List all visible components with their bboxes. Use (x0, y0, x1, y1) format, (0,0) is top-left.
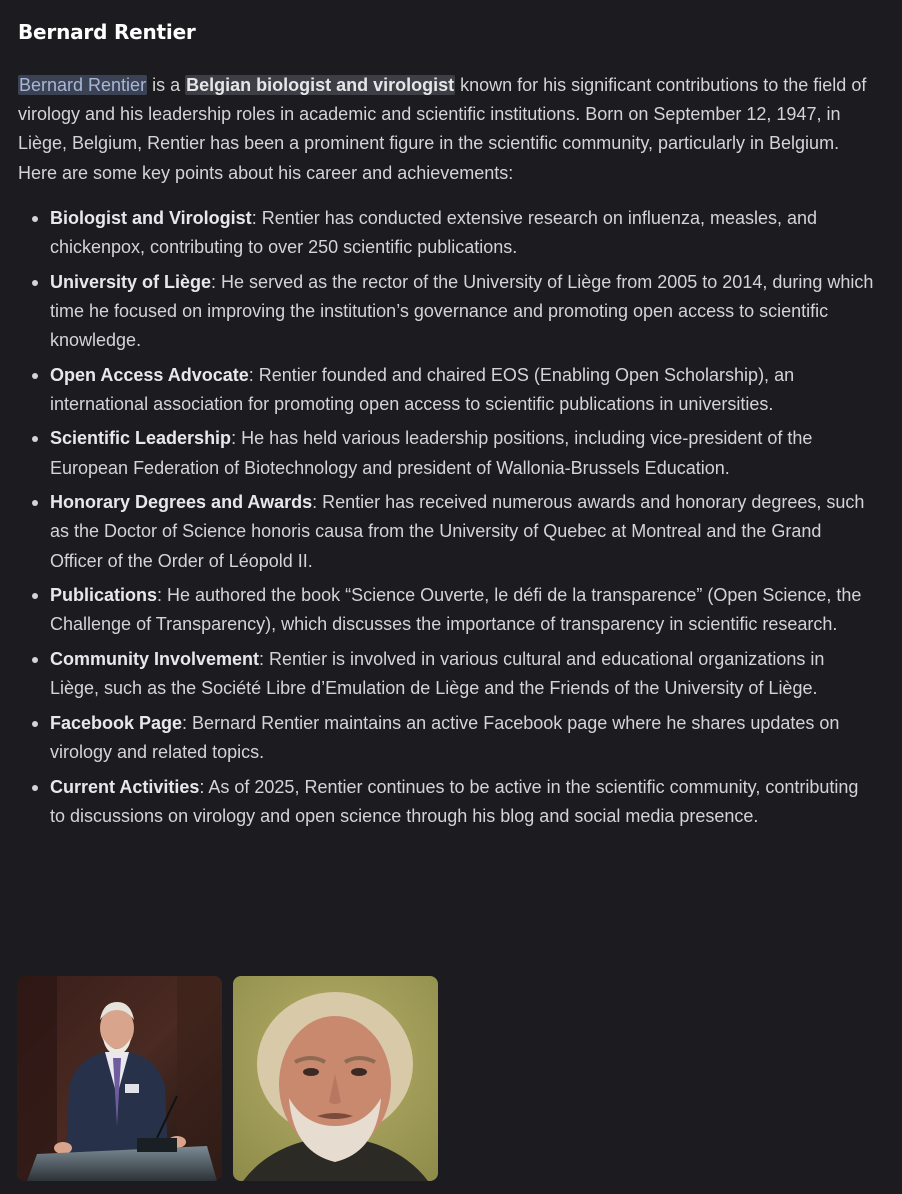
list-item (18, 488, 874, 576)
point-text: : Rentier has conducted extensive research on influenza, measles, and chickenpox, contributing to over 250 scientific publications. (50, 207, 818, 258)
list-item (18, 645, 874, 703)
point-label: Honorary Degrees and Awards (50, 492, 313, 513)
point-text: : He authored the book “Science Ouverte, le défi de la transparence” (Open Science, the Challenge of Transparency), which discusses the importance of transparency in scientific research. (50, 585, 862, 635)
bullet-icon (32, 373, 38, 379)
list-item (18, 773, 874, 831)
list-item (18, 709, 874, 767)
point-text: : Rentier founded and chaired EOS (Enabling Open Scholarship), an international association for promoting open access to scientific publications in universities. (50, 364, 795, 414)
photo-speaker-at-podium[interactable] (17, 976, 222, 1181)
portrait-photo-illustration (233, 976, 438, 1181)
bullet-icon (32, 280, 38, 286)
answer-content (18, 14, 874, 836)
page-title: Bernard Rentier (18, 20, 196, 44)
list-item (18, 581, 874, 639)
photo-portrait[interactable] (233, 976, 438, 1181)
point-text: : Rentier is involved in various cultural and educational organizations in Liège, such as the Société Libre d’Emulation de Liège and the Friends of the University of Liège. (50, 649, 825, 699)
bullet-icon (32, 216, 38, 222)
key-points-list (18, 204, 874, 831)
bullet-icon (32, 657, 38, 663)
bullet-icon (32, 785, 38, 791)
bullet-icon (32, 500, 38, 506)
intro-text-1: is a (147, 75, 186, 95)
image-gallery (17, 976, 438, 1181)
point-label: Facebook Page (50, 712, 183, 733)
point-label: Community Involvement (50, 649, 260, 669)
bullet-icon (32, 593, 38, 599)
speaker-photo-illustration (17, 976, 222, 1181)
point-label: Publications (50, 585, 158, 606)
point-text: : He has held various leadership positions, including vice-president of the European Federation of Biotechnology and president of Wallonia-Brussels Education. (50, 428, 813, 478)
list-item (18, 204, 874, 262)
point-text: : As of 2025, Rentier continues to be active in the scientific community, contributing to discussions on virology and open science through his blog and social media presence. (50, 776, 859, 826)
point-label: Open Access Advocate (50, 364, 249, 385)
bullet-icon (32, 436, 38, 442)
role-highlight: Belgian biologist and virologist (186, 75, 455, 95)
intro-text-2: known for his significant contributions to the field of virology and his leadership roles in academic and scientific institutions. Born on September 12, 1947, in Liège, Belgium, Rentier has been a prominent figure in the scientific community, particularly in Belgium. Here are some key points about his career and achievements: (18, 75, 867, 183)
point-label: University of Liège (50, 271, 212, 292)
list-item (18, 268, 874, 356)
bullet-icon (32, 721, 38, 727)
point-label: Current Activities (50, 776, 200, 797)
point-text: : Rentier has received numerous awards and honorary degrees, such as the Doctor of Science honoris causa from the University of Quebec at Montreal and the Grand Officer of the Order of Léopold II. (50, 492, 865, 571)
list-item (18, 361, 874, 419)
list-item (18, 424, 874, 482)
point-text: : He served as the rector of the University of Liège from 2005 to 2014, during which time he focused on improving the institution’s governance and promoting open access to scientific knowledge. (50, 271, 874, 351)
point-label: Biologist and Virologist (50, 207, 252, 228)
point-text: : Bernard Rentier maintains an active Facebook page where he shares updates on virology and related topics. (50, 712, 840, 762)
point-label: Scientific Leadership (50, 428, 232, 449)
intro-paragraph (18, 71, 874, 188)
name-link[interactable]: Bernard Rentier (19, 75, 147, 95)
